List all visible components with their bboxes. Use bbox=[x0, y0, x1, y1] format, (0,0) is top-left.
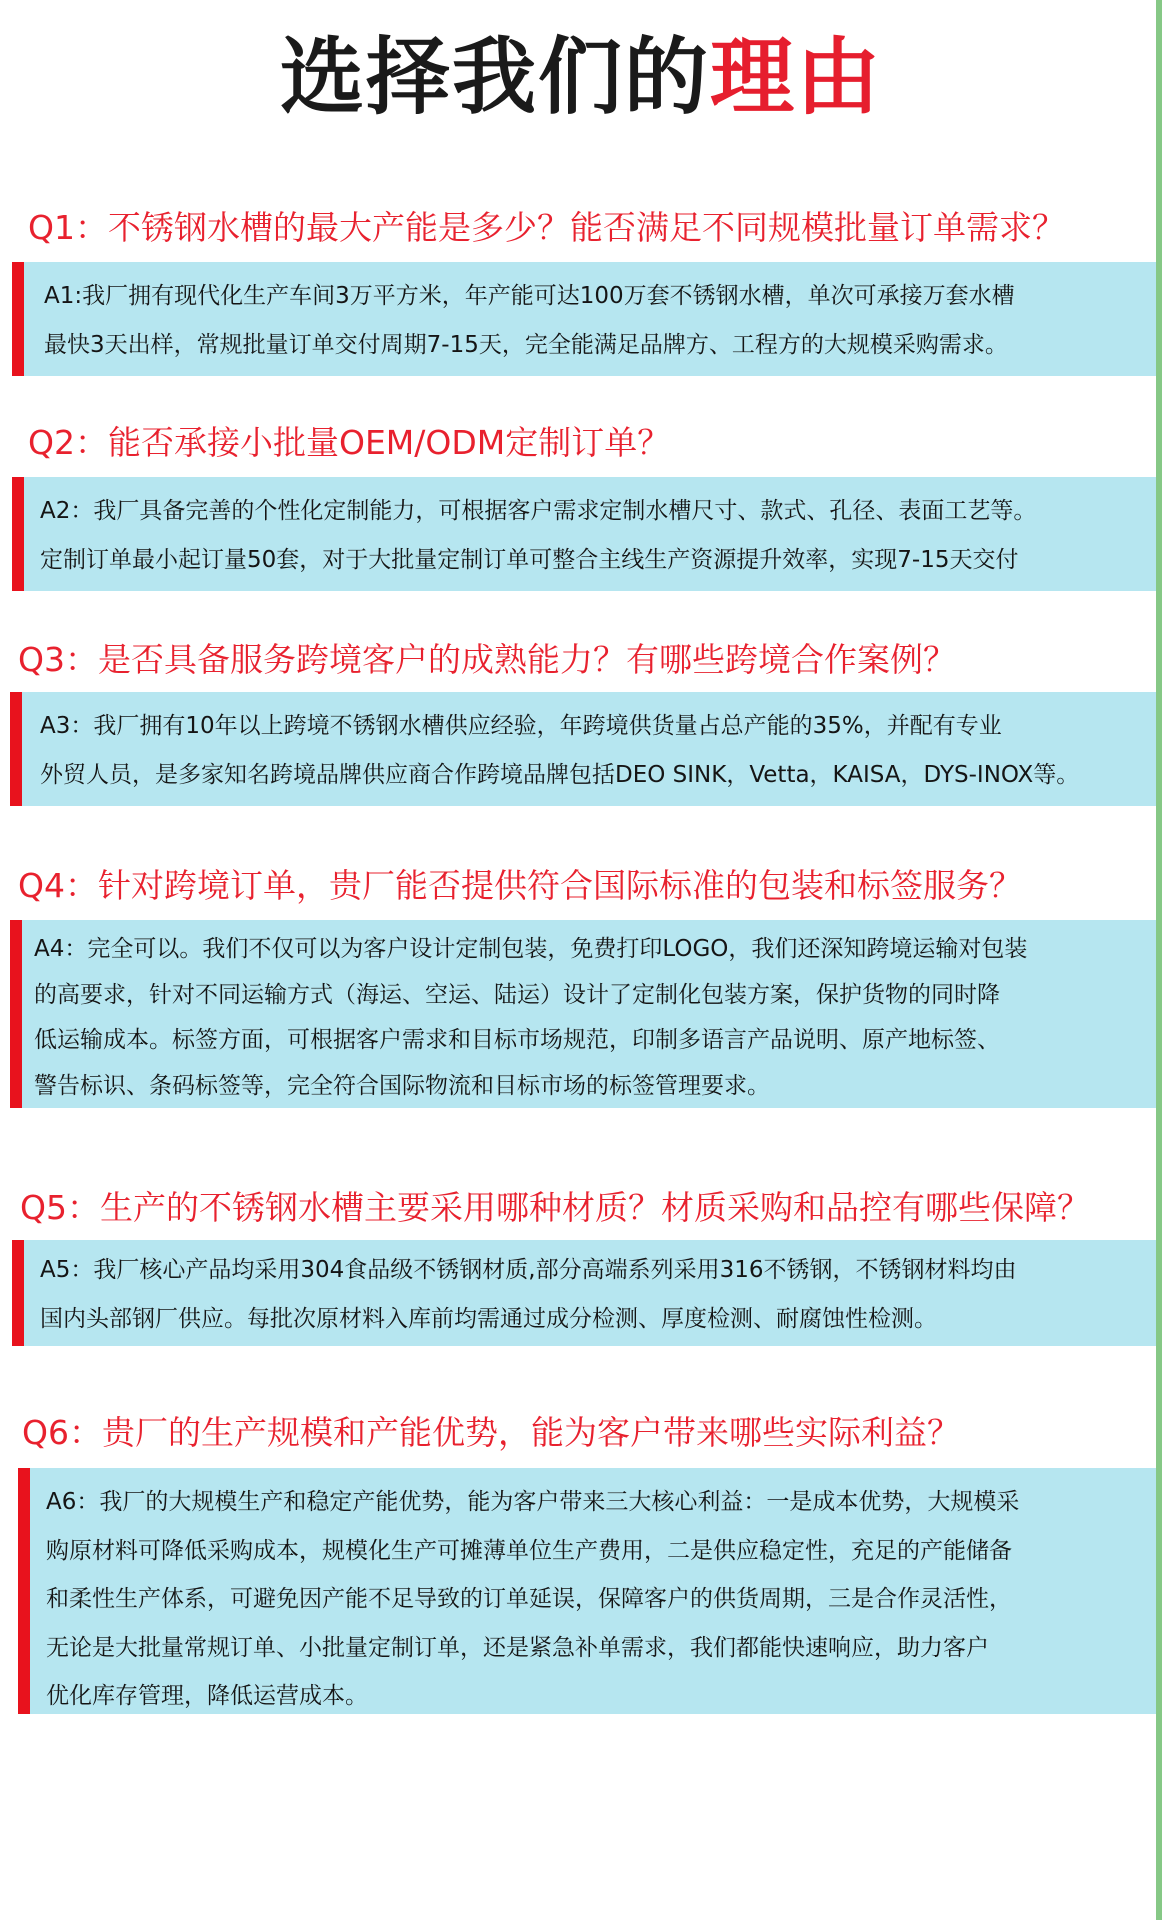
faq-question-1: Q1：不锈钢水槽的最大产能是多少？能否满足不同规模批量订单需求？ bbox=[28, 208, 1065, 247]
faq-question-4: Q4：针对跨境订单，贵厂能否提供符合国际标准的包装和标签服务？ bbox=[18, 866, 1022, 905]
faq-answer-3-line-1: A3：我厂拥有10年以上跨境不锈钢水槽供应经验，年跨境供货量占总产能的35%，并配有专业 bbox=[40, 713, 1002, 739]
faq-answer-6-line-3: 和柔性生产体系，可避免因产能不足导致的订单延误，保障客户的供货周期，三是合作灵活性， bbox=[46, 1586, 1012, 1612]
faq-answer-4 bbox=[10, 920, 1156, 1108]
faq-answer-6-line-2: 购原材料可降低采购成本，规模化生产可摊薄单位生产费用，二是供应稳定性，充足的产能储备 bbox=[46, 1537, 1012, 1564]
faq-question-5: Q5：生产的不锈钢水槽主要采用哪种材质？材质采购和品控有哪些保障？ bbox=[20, 1188, 1090, 1227]
faq-answer-1-line-2: 最快3天出样，常规批量订单交付周期7-15天，完全能满足品牌方、工程方的大规模采购需求。 bbox=[44, 332, 1008, 358]
faq-answer-4-line-2: 的高要求，针对不同运输方式（海运、空运、陆运）设计了定制化包装方案，保护货物的同时降 bbox=[34, 981, 1000, 1008]
faq-answer-3 bbox=[10, 692, 1156, 806]
page-title bbox=[0, 22, 1162, 132]
faq-answer-3-line-2: 外贸人员，是多家知名跨境品牌供应商合作跨境品牌包括DEO SINK，Vetta，KAISA，DYS-INOX等。 bbox=[40, 762, 1080, 788]
faq-answer-4-line-4: 警告标识、条码标签等，完全符合国际物流和目标市场的标签管理要求。 bbox=[34, 1072, 770, 1099]
faq-answer-5 bbox=[12, 1240, 1156, 1346]
page-title-accent: 理由 bbox=[710, 28, 883, 126]
faq-answer-4-line-1: A4：完全可以。我们不仅可以为客户设计定制包装，免费打印LOGO，我们还深知跨境运输对包装 bbox=[34, 936, 1028, 962]
faq-answer-5-line-1: A5：我厂核心产品均采用304食品级不锈钢材质,部分高端系列采用316不锈钢，不锈钢材料均由 bbox=[40, 1257, 1017, 1283]
faq-answer-1 bbox=[12, 262, 1156, 376]
faq-answer-4-line-3: 低运输成本。标签方面，可根据客户需求和目标市场规范，印制多语言产品说明、原产地标签、 bbox=[34, 1027, 1000, 1053]
faq-answer-2-line-1: A2：我厂具备完善的个性化定制能力，可根据客户需求定制水槽尺寸、款式、孔径、表面工艺等。 bbox=[40, 498, 1037, 524]
faq-question-3: Q3：是否具备服务跨境客户的成熟能力？有哪些跨境合作案例？ bbox=[18, 640, 956, 679]
faq-answer-6-line-1: A6：我厂的大规模生产和稳定产能优势，能为客户带来三大核心利益：一是成本优势，大规模采 bbox=[46, 1489, 1020, 1515]
page-title-main: 选择我们的 bbox=[279, 28, 710, 126]
faq-question-6: Q6：贵厂的生产规模和产能优势，能为客户带来哪些实际利益？ bbox=[22, 1413, 960, 1452]
faq-question-2: Q2：能否承接小批量OEM/ODM定制订单？ bbox=[28, 423, 671, 462]
faq-answer-6-line-5: 优化库存管理，降低运营成本。 bbox=[46, 1683, 368, 1709]
faq-answer-2-line-2: 定制订单最小起订量50套，对于大批量定制订单可整合主线生产资源提升效率，实现7-15天交付 bbox=[40, 547, 1019, 573]
faq-answer-6-line-4: 无论是大批量常规订单、小批量定制订单，还是紧急补单需求，我们都能快速响应，助力客户 bbox=[46, 1634, 989, 1661]
faq-answer-2 bbox=[12, 477, 1156, 591]
faq-answer-6 bbox=[18, 1468, 1156, 1714]
faq-answer-5-line-2: 国内头部钢厂供应。每批次原材料入库前均需通过成分检测、厚度检测、耐腐蚀性检测。 bbox=[40, 1306, 937, 1332]
faq-answer-1-line-1: A1:我厂拥有现代化生产车间3万平方米，年产能可达100万套不锈钢水槽，单次可承接万套水槽 bbox=[44, 283, 1015, 309]
right-edge-stripe bbox=[1156, 0, 1162, 1920]
